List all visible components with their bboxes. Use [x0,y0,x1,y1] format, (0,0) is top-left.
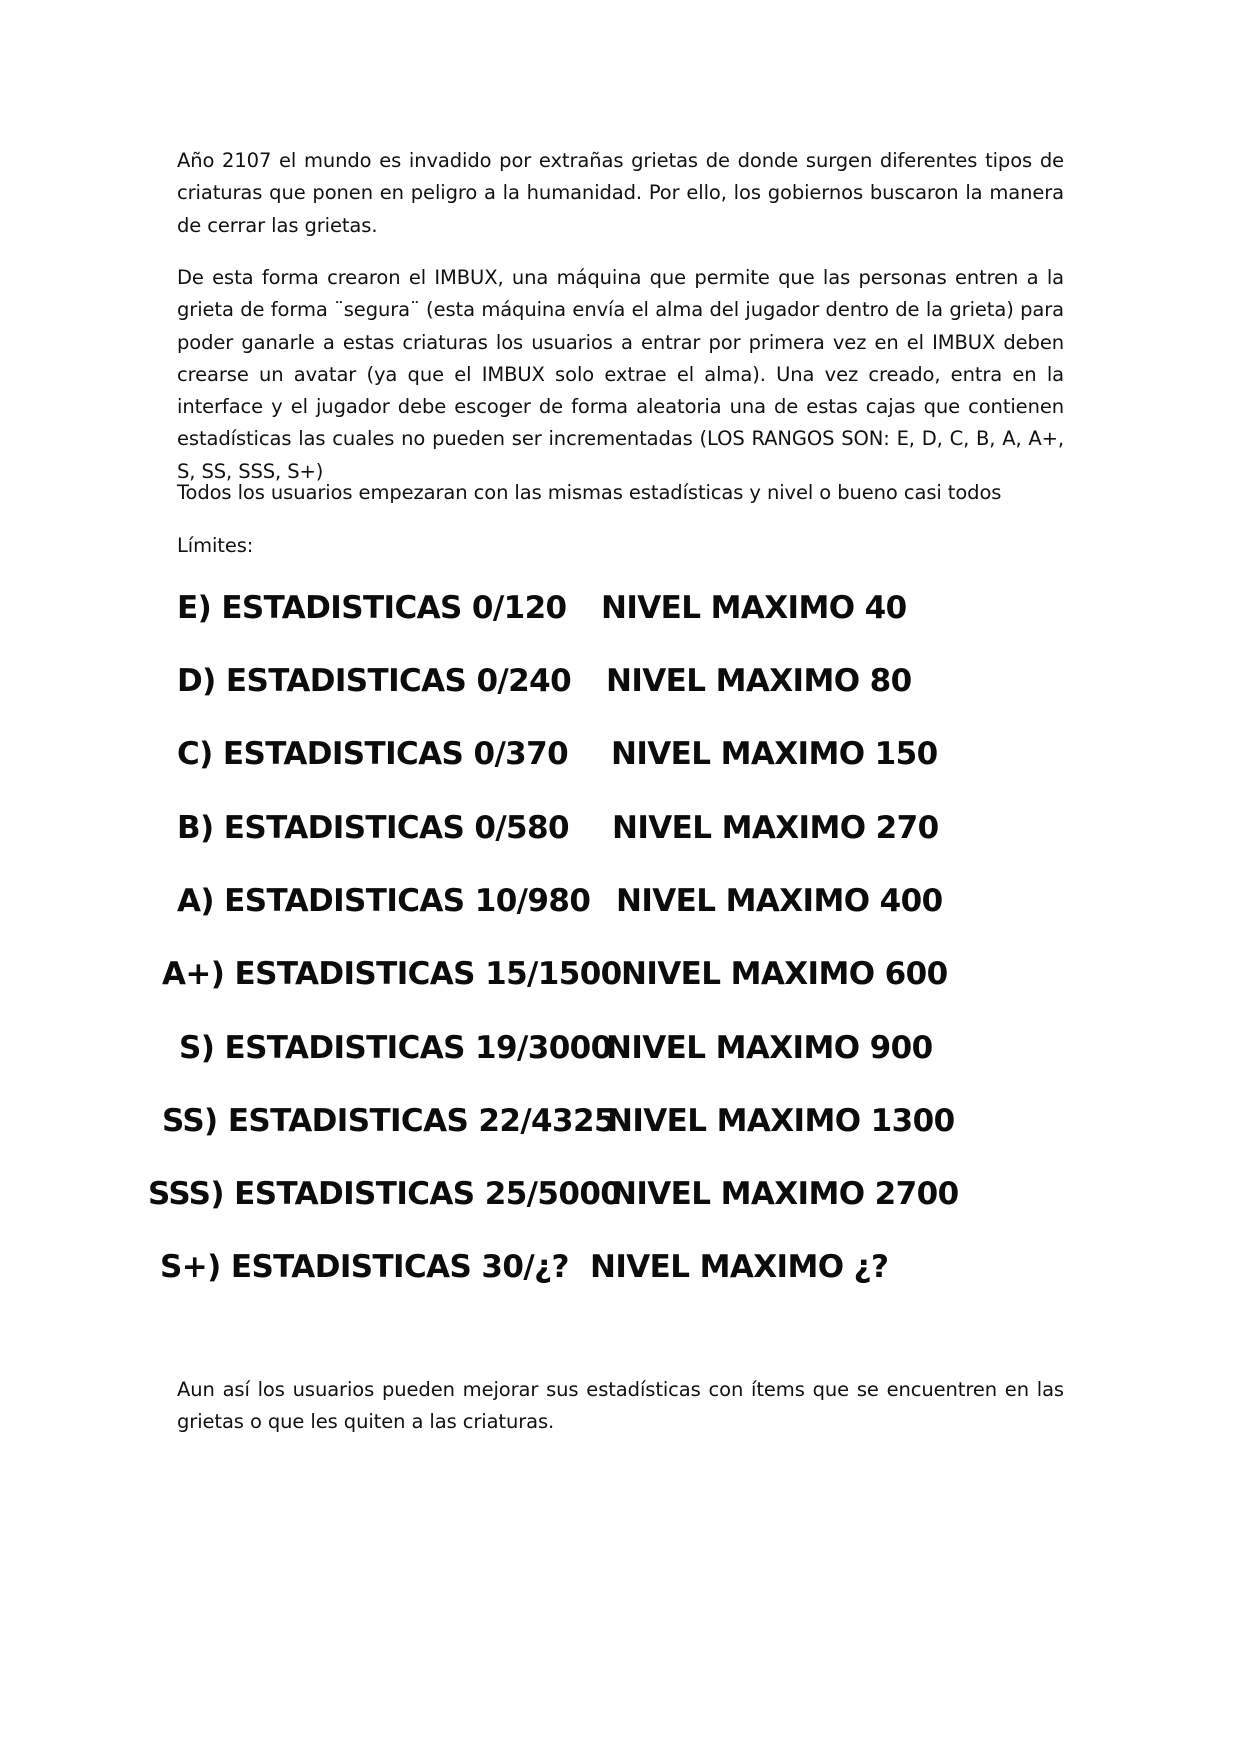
rank-stats: B) ESTADISTICAS 0/580 [177,810,569,846]
rank-stats: SSS) ESTADISTICAS 25/5000 [148,1176,622,1212]
rank-max-level: NIVEL MAXIMO 1300 [607,1103,955,1139]
users-paragraph: Todos los usuarios empezaran con las mismas estadísticas y nivel o bueno casi todos [177,481,1002,504]
rank-stats: A) ESTADISTICAS 10/980 [177,883,591,919]
rank-max-level: NIVEL MAXIMO 900 [606,1030,933,1066]
rank-max-level: NIVEL MAXIMO 400 [616,883,943,919]
rank-row-ss [0,1097,1241,1145]
rank-row-s-plus [0,1243,1241,1291]
rank-row-b [0,804,1241,852]
rank-max-level: NIVEL MAXIMO 2700 [611,1176,959,1212]
rank-row-s [0,1024,1241,1072]
rank-row-e [0,584,1241,632]
rank-stats: A+) ESTADISTICAS 15/1500 [162,956,622,992]
rank-row-a-plus [0,950,1241,998]
rank-stats: D) ESTADISTICAS 0/240 [177,663,572,699]
rank-max-level: NIVEL MAXIMO 150 [611,736,938,772]
imbux-paragraph: De esta forma crearon el IMBUX, una máquina que permite que las personas entren a la grieta de forma ¨segura¨ (esta máquina envía el alma del jugador dentro de la grieta) para poder ganarle a estas criaturas los usuarios a entrar por primera vez en el IMBUX deben crearse un avatar (ya que el IMBUX solo extrae el alma). Una vez creado, entra en la interface y el jugador debe escoger de forma aleatoria una de estas cajas que contienen estadísticas las cuales no pueden ser incrementadas (LOS RANGOS SON: E, D, C, B, A, A+, S, SS, SSS, S+) [177,266,1064,483]
rank-row-sss [0,1170,1241,1218]
rank-max-level: NIVEL MAXIMO 80 [606,663,912,699]
rank-max-level: NIVEL MAXIMO 40 [601,590,907,626]
rank-row-d [0,657,1241,705]
rank-stats: C) ESTADISTICAS 0/370 [177,736,569,772]
rank-row-c [0,730,1241,778]
limits-label: Límites: [177,534,254,557]
intro-paragraph: Año 2107 el mundo es invadido por extrañas grietas de donde surgen diferentes tipos de criaturas que ponen en peligro a la humanidad. Por ello, los gobiernos buscaron la manera de cerrar las grietas. [177,149,1064,237]
rank-stats: E) ESTADISTICAS 0/120 [177,590,567,626]
rank-row-a [0,877,1241,925]
rank-stats: S+) ESTADISTICAS 30/¿? [160,1249,569,1285]
rank-stats: S) ESTADISTICAS 19/3000 [179,1030,612,1066]
rank-stats: SS) ESTADISTICAS 22/4325 [162,1103,615,1139]
rank-max-level: NIVEL MAXIMO ¿? [590,1249,889,1285]
closing-paragraph: Aun así los usuarios pueden mejorar sus estadísticas con ítems que se encuentren en las grietas o que les quiten a las criaturas. [177,1378,1064,1434]
rank-max-level: NIVEL MAXIMO 270 [612,810,939,846]
rank-max-level: NIVEL MAXIMO 600 [621,956,948,992]
